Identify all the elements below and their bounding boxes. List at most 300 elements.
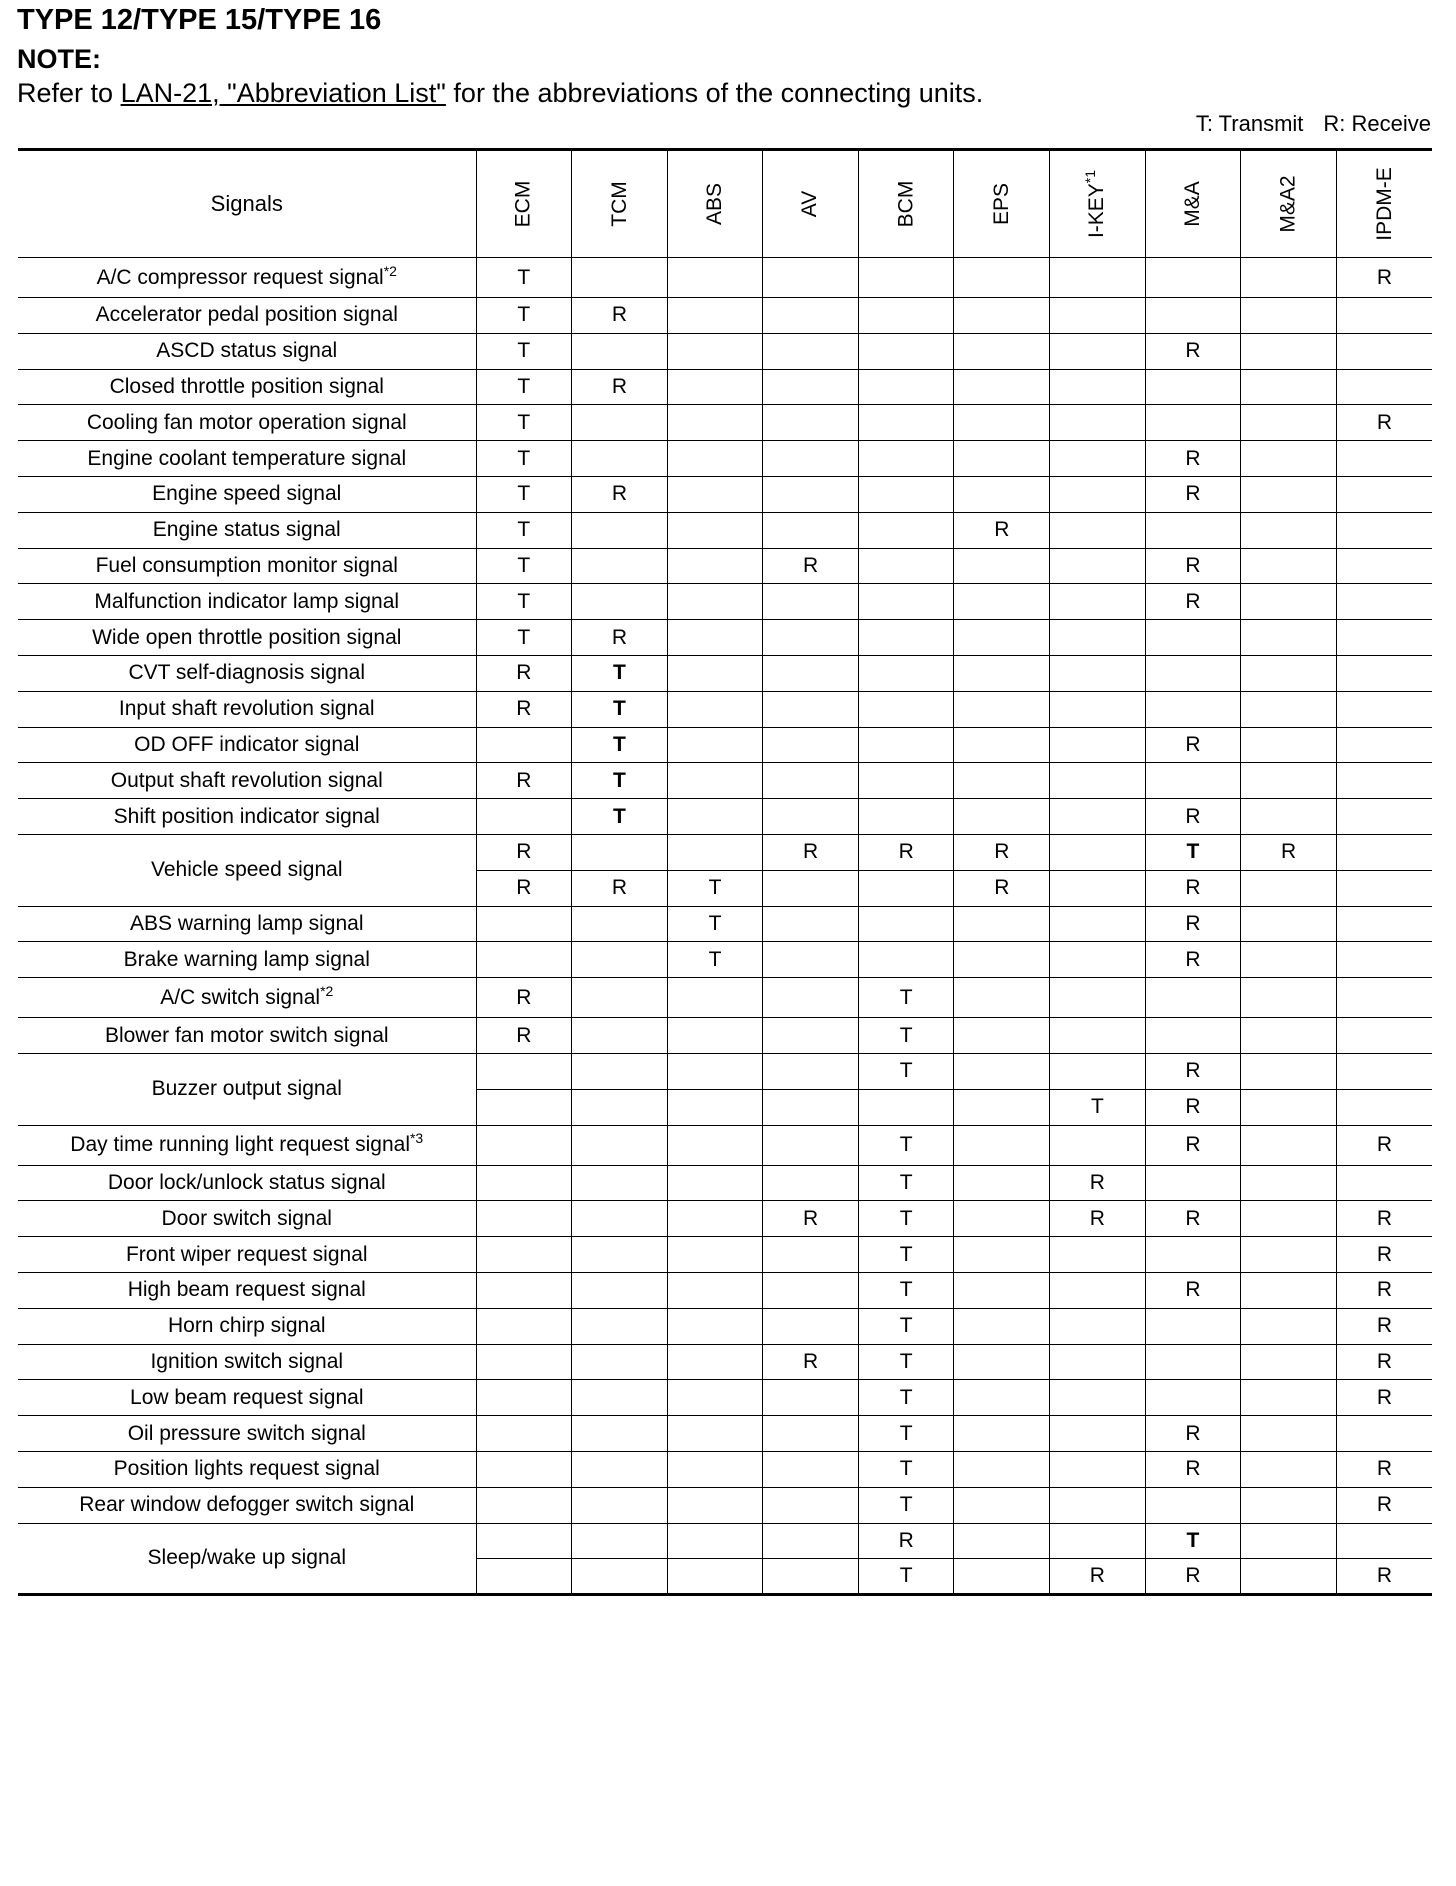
cell-value: R bbox=[858, 834, 954, 870]
cell-value bbox=[763, 333, 859, 369]
cell-value bbox=[763, 1125, 859, 1165]
cell-value bbox=[572, 1344, 668, 1380]
cell-value bbox=[763, 476, 859, 512]
cell-value bbox=[667, 548, 763, 584]
cell-value bbox=[763, 691, 859, 727]
cell-value bbox=[1241, 942, 1337, 978]
cell-value bbox=[1050, 1272, 1146, 1308]
unit-header bbox=[572, 150, 668, 258]
cell-value bbox=[572, 906, 668, 942]
cell-value bbox=[1241, 763, 1337, 799]
cell-value bbox=[1241, 1451, 1337, 1487]
signal-label: ABS warning lamp signal bbox=[130, 911, 364, 935]
cell-value bbox=[858, 298, 954, 334]
cell-value: T bbox=[667, 906, 763, 942]
unit-header bbox=[858, 150, 954, 258]
cell-value bbox=[476, 1559, 572, 1595]
table-row bbox=[18, 763, 1432, 799]
signal-footnote-mark: *3 bbox=[409, 1130, 424, 1147]
signal-label: Engine speed signal bbox=[152, 482, 342, 506]
cell-value: R bbox=[1145, 584, 1241, 620]
cell-value: T bbox=[858, 1487, 954, 1523]
cell-value: T bbox=[858, 1308, 954, 1344]
table-row bbox=[18, 441, 1432, 477]
table-row bbox=[18, 1125, 1432, 1165]
signal-name bbox=[18, 1487, 476, 1523]
cell-value bbox=[667, 333, 763, 369]
cell-value bbox=[858, 727, 954, 763]
cell-value: R bbox=[1145, 1053, 1241, 1089]
table-row bbox=[18, 1053, 1432, 1089]
cell-value: R bbox=[476, 870, 572, 906]
cell-value bbox=[763, 1308, 859, 1344]
table-row bbox=[18, 1451, 1432, 1487]
cell-value bbox=[954, 691, 1050, 727]
table-row bbox=[18, 512, 1432, 548]
cell-value bbox=[572, 1523, 668, 1559]
cell-value: R bbox=[1336, 1272, 1432, 1308]
cell-value bbox=[667, 441, 763, 477]
cell-value bbox=[763, 298, 859, 334]
cell-value: R bbox=[1145, 1416, 1241, 1452]
cell-value: T bbox=[476, 333, 572, 369]
signal-name bbox=[18, 1344, 476, 1380]
cell-value bbox=[572, 1053, 668, 1089]
cell-value bbox=[476, 799, 572, 835]
signal-name bbox=[18, 441, 476, 477]
cell-value bbox=[954, 1523, 1050, 1559]
cell-value bbox=[667, 691, 763, 727]
cell-value bbox=[667, 620, 763, 656]
cell-value bbox=[667, 1380, 763, 1416]
cell-value bbox=[667, 834, 763, 870]
signal-name bbox=[18, 548, 476, 584]
cell-value bbox=[763, 584, 859, 620]
note-label: NOTE: bbox=[17, 44, 101, 74]
cell-value bbox=[667, 1018, 763, 1054]
unit-header bbox=[1145, 150, 1241, 258]
cell-value bbox=[1241, 1487, 1337, 1523]
cell-value bbox=[1336, 1089, 1432, 1125]
cell-value bbox=[667, 476, 763, 512]
signal-footnote-mark: *2 bbox=[320, 982, 334, 999]
cell-value bbox=[667, 978, 763, 1018]
cell-value: R bbox=[1336, 1201, 1432, 1237]
cell-value: R bbox=[1336, 405, 1432, 441]
cell-value bbox=[667, 1089, 763, 1125]
cell-value bbox=[667, 405, 763, 441]
cell-value bbox=[1241, 1089, 1337, 1125]
cell-value: R bbox=[1050, 1201, 1146, 1237]
cell-value bbox=[763, 1380, 859, 1416]
cell-value bbox=[858, 620, 954, 656]
unit-header-label bbox=[1181, 181, 1205, 227]
cell-value bbox=[954, 1272, 1050, 1308]
cell-value bbox=[858, 476, 954, 512]
cell-value bbox=[1336, 1165, 1432, 1201]
cell-value bbox=[1241, 906, 1337, 942]
cell-value: T bbox=[858, 1201, 954, 1237]
signal-label: High beam request signal bbox=[127, 1278, 366, 1302]
table-row bbox=[18, 258, 1432, 298]
cell-value: R bbox=[1145, 1559, 1241, 1595]
signal-label: ASCD status signal bbox=[156, 339, 338, 363]
cell-value: R bbox=[1145, 942, 1241, 978]
cell-value bbox=[667, 584, 763, 620]
page-title: TYPE 12/TYPE 15/TYPE 16 bbox=[17, 4, 382, 36]
cell-value bbox=[954, 906, 1050, 942]
cell-value: R bbox=[476, 978, 572, 1018]
cell-value bbox=[858, 1089, 954, 1125]
signal-name bbox=[18, 298, 476, 334]
unit-header bbox=[763, 150, 859, 258]
cell-value bbox=[1050, 1451, 1146, 1487]
cell-value bbox=[1145, 258, 1241, 298]
cell-value bbox=[858, 906, 954, 942]
table-row bbox=[18, 333, 1432, 369]
cell-value: T bbox=[858, 1018, 954, 1054]
cell-value bbox=[954, 441, 1050, 477]
cell-value bbox=[1336, 548, 1432, 584]
cell-value bbox=[1050, 691, 1146, 727]
cell-value bbox=[1050, 763, 1146, 799]
cell-value bbox=[1241, 1416, 1337, 1452]
signal-label: Position lights request signal bbox=[113, 1457, 380, 1481]
cell-value bbox=[1050, 1125, 1146, 1165]
unit-header-label bbox=[1277, 175, 1301, 232]
cell-value bbox=[858, 548, 954, 584]
signal-name bbox=[18, 512, 476, 548]
signal-name bbox=[18, 691, 476, 727]
cell-value bbox=[476, 942, 572, 978]
cell-value bbox=[763, 942, 859, 978]
cell-value: T bbox=[476, 512, 572, 548]
cell-value: T bbox=[667, 942, 763, 978]
cell-value bbox=[1336, 799, 1432, 835]
cell-value bbox=[1050, 1053, 1146, 1089]
cell-value bbox=[763, 1559, 859, 1595]
cell-value bbox=[763, 655, 859, 691]
unit-label: IPDM-E bbox=[1372, 167, 1396, 241]
signal-label: Door switch signal bbox=[161, 1206, 332, 1230]
table-row bbox=[18, 1380, 1432, 1416]
unit-header bbox=[954, 150, 1050, 258]
unit-header-label bbox=[1082, 169, 1109, 239]
cell-value bbox=[1336, 906, 1432, 942]
cell-value bbox=[1336, 298, 1432, 334]
cell-value bbox=[954, 369, 1050, 405]
cell-value: T bbox=[572, 799, 668, 835]
table-row bbox=[18, 298, 1432, 334]
cell-value bbox=[572, 584, 668, 620]
signal-label: Day time running light request signal bbox=[70, 1133, 410, 1157]
table-row bbox=[18, 799, 1432, 835]
cell-value: T bbox=[476, 441, 572, 477]
cell-value bbox=[954, 258, 1050, 298]
cell-value bbox=[858, 942, 954, 978]
cell-value bbox=[667, 1201, 763, 1237]
signal-name bbox=[18, 620, 476, 656]
signal-name bbox=[18, 258, 476, 298]
cell-value bbox=[572, 834, 668, 870]
cell-value: R bbox=[476, 691, 572, 727]
legend-transmit: T: Transmit bbox=[1195, 111, 1304, 136]
cell-value bbox=[1241, 1380, 1337, 1416]
cell-value bbox=[1145, 620, 1241, 656]
cell-value bbox=[763, 978, 859, 1018]
cell-value bbox=[954, 548, 1050, 584]
signal-name bbox=[18, 655, 476, 691]
cell-value: R bbox=[763, 548, 859, 584]
cell-value: T bbox=[572, 727, 668, 763]
signal-label: Output shaft revolution signal bbox=[110, 768, 383, 792]
cell-value bbox=[476, 1053, 572, 1089]
cell-value bbox=[1050, 476, 1146, 512]
cell-value bbox=[1145, 1018, 1241, 1054]
cell-value bbox=[763, 1018, 859, 1054]
cell-value bbox=[572, 1380, 668, 1416]
cell-value: R bbox=[1145, 1272, 1241, 1308]
cell-value bbox=[1145, 1344, 1241, 1380]
cell-value: R bbox=[1336, 1237, 1432, 1273]
cell-value bbox=[763, 1416, 859, 1452]
signal-name bbox=[18, 405, 476, 441]
cell-value bbox=[1050, 298, 1146, 334]
cell-value bbox=[1336, 1018, 1432, 1054]
cell-value bbox=[954, 1053, 1050, 1089]
cell-value bbox=[1336, 834, 1432, 870]
unit-header-label bbox=[894, 181, 918, 228]
cell-value: T bbox=[572, 763, 668, 799]
table-header-row bbox=[18, 150, 1432, 258]
cell-value bbox=[476, 1523, 572, 1559]
cell-value: R bbox=[1145, 1451, 1241, 1487]
signal-name bbox=[18, 978, 476, 1018]
cell-value bbox=[1336, 476, 1432, 512]
cell-value: T bbox=[858, 1165, 954, 1201]
cell-value: T bbox=[572, 655, 668, 691]
cell-value bbox=[954, 1380, 1050, 1416]
table-row bbox=[18, 620, 1432, 656]
cell-value bbox=[1050, 1237, 1146, 1273]
cell-value bbox=[1050, 655, 1146, 691]
cell-value bbox=[954, 1487, 1050, 1523]
cell-value bbox=[763, 1272, 859, 1308]
signal-label: A/C compressor request signal bbox=[96, 265, 384, 289]
cell-value: T bbox=[572, 691, 668, 727]
cell-value bbox=[1145, 298, 1241, 334]
cell-value bbox=[954, 1308, 1050, 1344]
cell-value bbox=[1050, 834, 1146, 870]
table-row bbox=[18, 834, 1432, 870]
unit-label: M&A bbox=[1180, 181, 1204, 227]
cell-value bbox=[858, 584, 954, 620]
cell-value bbox=[1241, 799, 1337, 835]
cell-value: T bbox=[858, 978, 954, 1018]
cell-value bbox=[1145, 1308, 1241, 1344]
signal-name bbox=[18, 1018, 476, 1054]
signal-label: Malfunction indicator lamp signal bbox=[94, 589, 400, 613]
cell-value bbox=[476, 906, 572, 942]
cell-value bbox=[763, 763, 859, 799]
cell-value bbox=[572, 405, 668, 441]
cell-value bbox=[1241, 258, 1337, 298]
cell-value bbox=[1336, 584, 1432, 620]
cell-value: R bbox=[1336, 1344, 1432, 1380]
cell-value bbox=[763, 1523, 859, 1559]
cell-value bbox=[1050, 978, 1146, 1018]
cell-value bbox=[572, 1089, 668, 1125]
cell-value bbox=[572, 258, 668, 298]
signal-name bbox=[18, 1308, 476, 1344]
cell-value: R bbox=[954, 870, 1050, 906]
cell-value: R bbox=[476, 1018, 572, 1054]
cell-value bbox=[572, 1416, 668, 1452]
cell-value bbox=[1050, 1380, 1146, 1416]
cell-value bbox=[1336, 727, 1432, 763]
cell-value bbox=[667, 1523, 763, 1559]
cell-value: T bbox=[858, 1451, 954, 1487]
signal-name bbox=[18, 906, 476, 942]
cell-value bbox=[954, 1237, 1050, 1273]
cell-value bbox=[476, 1308, 572, 1344]
cell-value: T bbox=[1050, 1089, 1146, 1125]
cell-value bbox=[1050, 799, 1146, 835]
cell-value: R bbox=[1050, 1559, 1146, 1595]
cell-value bbox=[1241, 441, 1337, 477]
cell-value: R bbox=[1145, 1201, 1241, 1237]
cell-value bbox=[572, 1201, 668, 1237]
cell-value bbox=[572, 1451, 668, 1487]
cell-value bbox=[1241, 1201, 1337, 1237]
cell-value bbox=[954, 727, 1050, 763]
cell-value bbox=[1336, 942, 1432, 978]
unit-label: TCM bbox=[607, 181, 631, 227]
unit-header bbox=[667, 150, 763, 258]
cell-value: R bbox=[572, 620, 668, 656]
table-row bbox=[18, 1201, 1432, 1237]
unit-footnote-mark: *1 bbox=[1082, 169, 1099, 184]
signal-label: Closed throttle position signal bbox=[109, 374, 384, 398]
table-row bbox=[18, 655, 1432, 691]
cell-value: T bbox=[858, 1053, 954, 1089]
cell-value: T bbox=[476, 369, 572, 405]
cell-value bbox=[763, 620, 859, 656]
cell-value: T bbox=[1145, 1523, 1241, 1559]
signal-label: Vehicle speed signal bbox=[151, 858, 343, 882]
signals-header: Signals bbox=[18, 150, 476, 258]
cell-value bbox=[1145, 512, 1241, 548]
cell-value bbox=[1050, 727, 1146, 763]
abbreviation-list-link[interactable]: LAN-21, "Abbreviation List" bbox=[120, 78, 446, 108]
cell-value: T bbox=[858, 1125, 954, 1165]
cell-value: R bbox=[1241, 834, 1337, 870]
cell-value: R bbox=[1336, 258, 1432, 298]
unit-label: ABS bbox=[703, 182, 726, 226]
cell-value bbox=[667, 258, 763, 298]
signal-name bbox=[18, 1523, 476, 1595]
table-row bbox=[18, 1165, 1432, 1201]
unit-header-label bbox=[799, 191, 823, 217]
cell-value bbox=[1241, 369, 1337, 405]
signal-label: OD OFF indicator signal bbox=[134, 732, 360, 756]
cell-value bbox=[1050, 1523, 1146, 1559]
cell-value bbox=[858, 258, 954, 298]
cell-value bbox=[858, 405, 954, 441]
cell-value: R bbox=[954, 834, 1050, 870]
table-row bbox=[18, 405, 1432, 441]
cell-value bbox=[1050, 1344, 1146, 1380]
cell-value bbox=[667, 1053, 763, 1089]
cell-value bbox=[763, 512, 859, 548]
cell-value bbox=[1336, 620, 1432, 656]
unit-label: M&A2 bbox=[1276, 175, 1300, 233]
cell-value bbox=[954, 1416, 1050, 1452]
cell-value: T bbox=[476, 258, 572, 298]
cell-value bbox=[763, 441, 859, 477]
cell-value: R bbox=[1145, 1089, 1241, 1125]
cell-value: R bbox=[476, 834, 572, 870]
cell-value bbox=[1050, 512, 1146, 548]
cell-value bbox=[954, 1125, 1050, 1165]
cell-value bbox=[572, 1125, 668, 1165]
table-row bbox=[18, 548, 1432, 584]
unit-header-label bbox=[990, 183, 1014, 225]
signal-name bbox=[18, 1165, 476, 1201]
signal-label: Engine status signal bbox=[152, 518, 341, 542]
cell-value bbox=[667, 655, 763, 691]
cell-value bbox=[763, 1053, 859, 1089]
cell-value bbox=[954, 655, 1050, 691]
cell-value bbox=[1241, 620, 1337, 656]
signal-name bbox=[18, 1272, 476, 1308]
cell-value bbox=[954, 620, 1050, 656]
signal-name bbox=[18, 763, 476, 799]
cell-value bbox=[1050, 1416, 1146, 1452]
signal-label: Oil pressure switch signal bbox=[127, 1421, 366, 1445]
cell-value bbox=[858, 763, 954, 799]
cell-value bbox=[1241, 476, 1337, 512]
cell-value: T bbox=[476, 405, 572, 441]
cell-value bbox=[667, 1125, 763, 1165]
cell-value bbox=[1050, 620, 1146, 656]
cell-value bbox=[763, 870, 859, 906]
cell-value bbox=[572, 512, 668, 548]
cell-value bbox=[1336, 1523, 1432, 1559]
cell-value bbox=[954, 584, 1050, 620]
signal-label: Horn chirp signal bbox=[167, 1314, 326, 1338]
cell-value: T bbox=[858, 1559, 954, 1595]
cell-value: R bbox=[1336, 1487, 1432, 1523]
cell-value: R bbox=[1336, 1380, 1432, 1416]
unit-header-label bbox=[1372, 167, 1396, 241]
cell-value bbox=[1050, 548, 1146, 584]
cell-value bbox=[954, 333, 1050, 369]
cell-value: R bbox=[1145, 727, 1241, 763]
cell-value bbox=[1241, 548, 1337, 584]
signal-name bbox=[18, 476, 476, 512]
cell-value bbox=[1050, 1308, 1146, 1344]
cell-value bbox=[1050, 942, 1146, 978]
unit-label: ECM bbox=[511, 180, 535, 228]
cell-value: R bbox=[1145, 476, 1241, 512]
cell-value bbox=[1336, 870, 1432, 906]
unit-header bbox=[1050, 150, 1146, 258]
cell-value bbox=[667, 298, 763, 334]
unit-label: BCM bbox=[894, 180, 918, 228]
cell-value bbox=[1145, 691, 1241, 727]
cell-value bbox=[476, 727, 572, 763]
